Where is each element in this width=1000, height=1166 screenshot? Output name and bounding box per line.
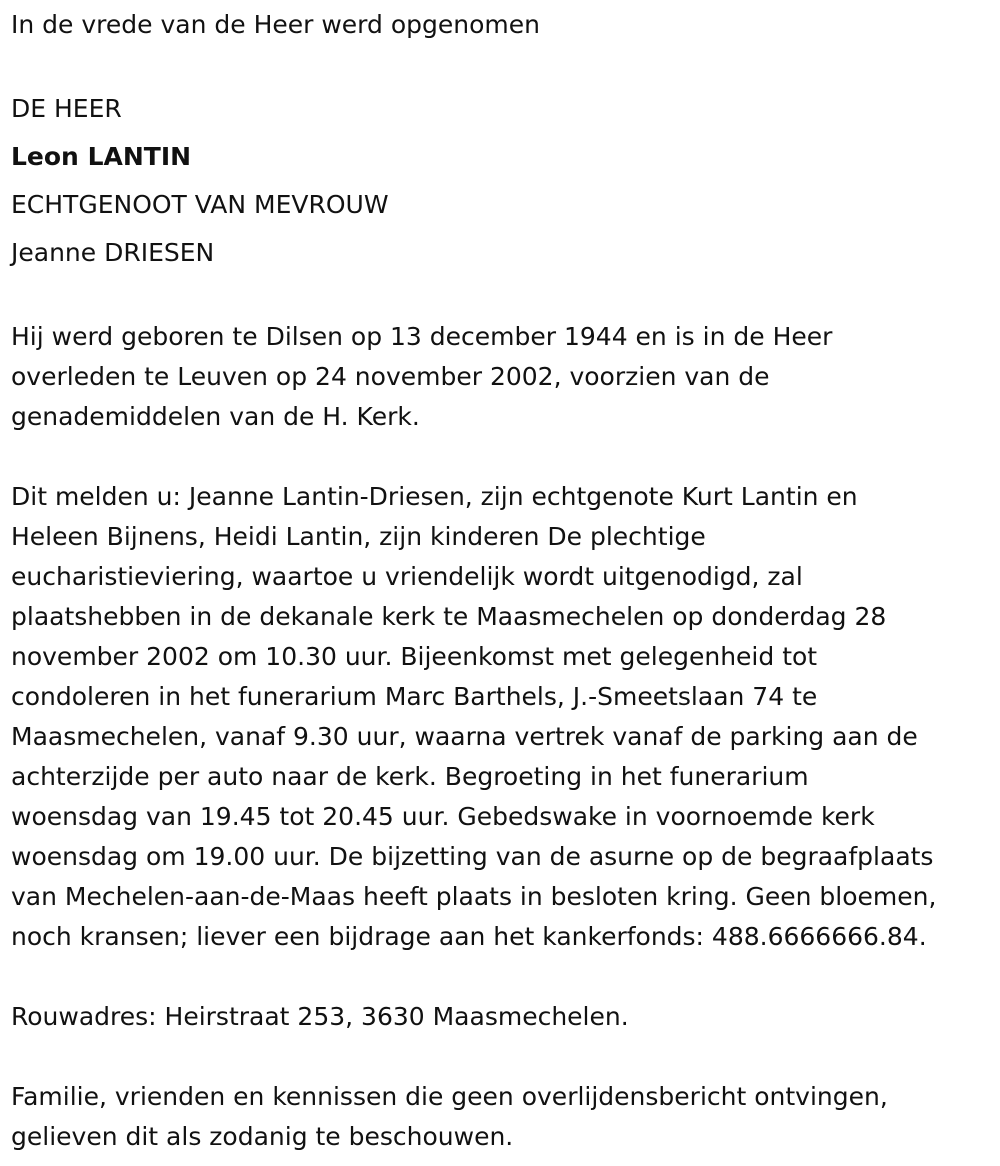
paragraph-line: woensdag van 19.45 tot 20.45 uur. Gebedswake in voornoemde kerk — [11, 802, 875, 831]
paragraph-line: achterzijde per auto naar de kerk. Begroeting in het funerarium — [11, 762, 809, 791]
closing-paragraph — [11, 1077, 996, 1157]
paragraph-line: eucharistieviering, waartoe u vriendelijk wordt uitgenodigd, zal — [11, 562, 803, 591]
announcement-paragraph — [11, 477, 996, 957]
paragraph-line: woensdag om 19.00 uur. De bijzetting van de asurne op de begraafplaats — [11, 842, 934, 871]
spouse-name: Jeanne DRIESEN — [11, 238, 215, 267]
spacer — [11, 1037, 996, 1077]
paragraph-line: Hij werd geboren te Dilsen op 13 december 1944 en is in de Heer — [11, 322, 833, 351]
honorific: DE HEER — [11, 94, 122, 123]
paragraph-line: overleden te Leuven op 24 november 2002, voorzien van de — [11, 362, 770, 391]
paragraph-line: condoleren in het funerarium Marc Barthels, J.-Smeetslaan 74 te — [11, 682, 818, 711]
spacer — [11, 277, 996, 317]
paragraph-line: genademiddelen van de H. Kerk. — [11, 402, 420, 431]
spacer — [11, 45, 996, 85]
obituary-notice — [11, 5, 996, 1157]
paragraph-line: Heleen Bijnens, Heidi Lantin, zijn kinderen De plechtige — [11, 522, 706, 551]
paragraph-line: plaatshebben in de dekanale kerk te Maasmechelen op donderdag 28 — [11, 602, 887, 631]
paragraph-line: november 2002 om 10.30 uur. Bijeenkomst met gelegenheid tot — [11, 642, 818, 671]
spouse-title: ECHTGENOOT VAN MEVROUW — [11, 190, 389, 219]
intro-line: In de vrede van de Heer werd opgenomen — [11, 10, 540, 39]
paragraph-line: Maasmechelen, vanaf 9.30 uur, waarna vertrek vanaf de parking aan de — [11, 722, 918, 751]
birth-death-paragraph — [11, 317, 996, 437]
paragraph-line: Dit melden u: Jeanne Lantin-Driesen, zijn echtgenote Kurt Lantin en — [11, 482, 858, 511]
paragraph-line: van Mechelen-aan-de-Maas heeft plaats in besloten kring. Geen bloemen, — [11, 882, 937, 911]
paragraph-line: noch kransen; liever een bijdrage aan het kankerfonds: 488.6666666.84. — [11, 922, 927, 951]
paragraph-line: gelieven dit als zodanig te beschouwen. — [11, 1122, 514, 1151]
paragraph-line: Familie, vrienden en kennissen die geen overlijdensbericht ontvingen, — [11, 1082, 888, 1111]
spacer — [11, 437, 996, 477]
deceased-name: Leon LANTIN — [11, 142, 192, 171]
spacer — [11, 957, 996, 997]
mourning-address: Rouwadres: Heirstraat 253, 3630 Maasmechelen. — [11, 1002, 629, 1031]
